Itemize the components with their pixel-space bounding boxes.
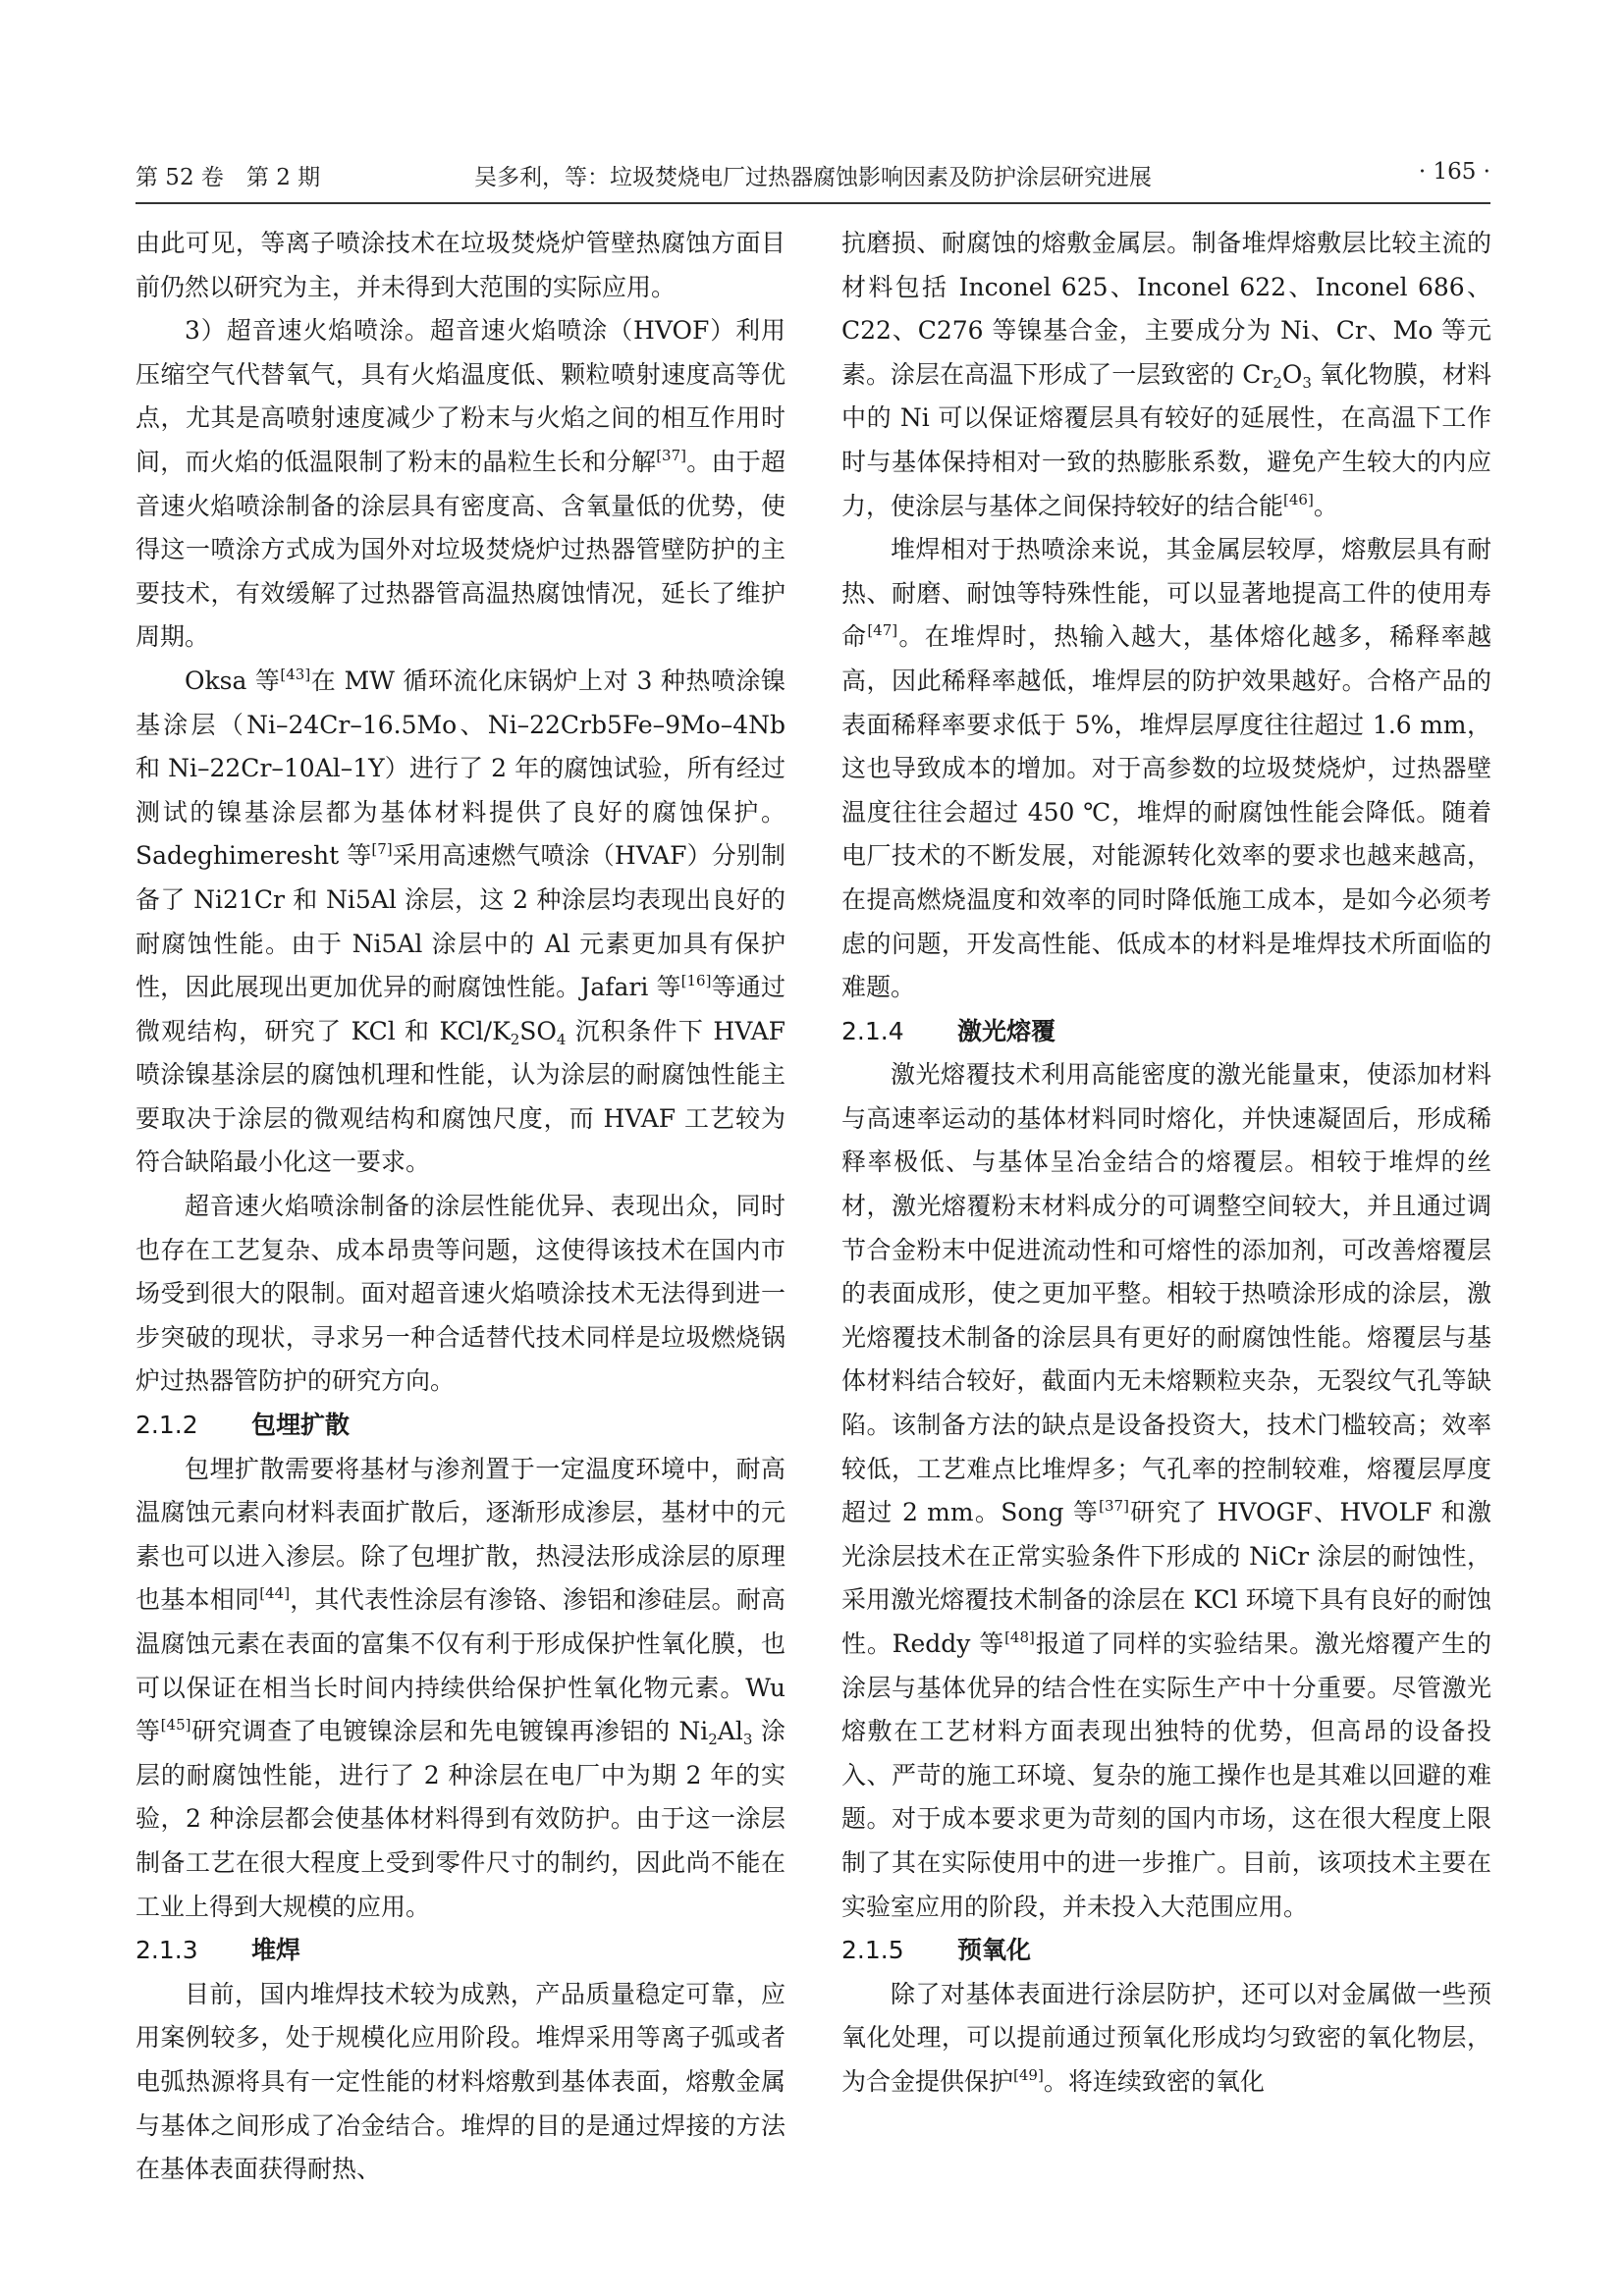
header-rule <box>135 202 1490 204</box>
running-header <box>135 153 1490 194</box>
citation: [47] <box>867 621 898 640</box>
citation: [43] <box>280 665 311 683</box>
citation: [37] <box>1099 1497 1129 1516</box>
paragraph: 堆焊相对于热喷涂来说，其金属层较厚，熔敷层具有耐热、耐磨、耐蚀等特殊性能，可以显著地提高工件的使用寿命[47]。在堆焊时，热输入越大，基体熔化越多，稀释率越高，因此稀释率越低，堆焊层的防护效果越好。合格产品的表面稀释率要求低于 5%，堆焊层厚度往往超过 1.6 mm，这也导致成本的增加。对于高参数的垃圾焚烧炉，过热器壁温度往往会超过 450 ℃，堆焊的耐腐蚀性能会降低。随着电厂技术的不断发展，对能源转化效率的要求也越来越高，在提高燃烧温度和效率的同时降低施工成本，是如今必须考虑的问题，开发高性能、低成本的材料是堆焊技术所面临的难题。 <box>841 535 1491 1002</box>
citation: [49] <box>1013 2065 1044 2084</box>
citation: [46] <box>1283 490 1314 508</box>
section-heading-2-1-5: 2.1.5 预氧化 <box>841 1936 1032 1965</box>
citation: [45] <box>160 1716 191 1735</box>
paragraph: 激光熔覆技术利用高能密度的激光能量束，使添加材料与高速率运动的基体材料同时熔化，并快速凝固后，形成稀释率极低、与基体呈冶金结合的熔覆层。相较于堆焊的丝材，激光熔覆粉末材料成分的可调整空间较大，并且通过调节合金粉末中促进流动性和可熔性的添加剂，可改善熔覆层的表面成形，使之更加平整。相较于热喷涂形成的涂层，激光熔覆技术制备的涂层具有更好的耐腐蚀性能。熔覆层与基体材料结合较好，截面内无未熔颗粒夹杂，无裂纹气孔等缺陷。该制备方法的缺点是设备投资大，技术门槛较高；效率较低，工艺难点比堆焊多；气孔率的控制较难，熔覆层厚度超过 2 mm。Song 等[37]研究了 HVOGF、HVOLF 和激光涂层技术在正常实验条件下形成的 NiCr 涂层的耐蚀性，采用激光熔覆技术制备的涂层在 KCl 环境下具有良好的耐蚀性。Reddy 等[48]报道了同样的实验结果。激光熔覆产生的涂层与基体优异的结合性在实际生产中十分重要。尽管激光熔敷在工艺材料方面表现出独特的优势，但高昂的设备投入、严苛的施工环境、复杂的施工操作也是其难以回避的难题。对于成本要求更为苛刻的国内市场，这在很大程度上限制了其在实际使用中的进一步推广。目前，该项技术主要在实验室应用的阶段，并未投入大范围应用。 <box>841 1060 1491 1921</box>
citation: [7] <box>371 840 393 859</box>
paragraph: Oksa 等[43]在 MW 循环流化床锅炉上对 3 种热喷涂镍基涂层（Ni–24Cr–16.5Mo、Ni–22Crb5Fe–9Mo–4Nb 和 Ni–22Cr–10Al–1Y）进行了 2 年的腐蚀试验，所有经过测试的镍基涂层都为基体材料提供了良好的腐蚀保护。Sadeghimeresht 等[7]采用高速燃气喷涂（HVAF）分别制备了 Ni21Cr 和 Ni5Al 涂层，这 2 种涂层均表现出良好的耐腐蚀性能。由于 Ni5Al 涂层中的 Al 元素更加具有保护性，因此展现出更加优异的耐腐蚀性能。Jafari 等[16]等通过微观结构，研究了 KCl 和 KCl/$K_2SO_4$ 沉积条件下 HVAF 喷涂镍基涂层的腐蚀机理和性能，认为涂层的耐腐蚀性能主要取决于涂层的微观结构和腐蚀尺度，而 HVAF 工艺较为符合缺陷最小化这一要求。 <box>135 665 786 1177</box>
left-column <box>135 222 785 2192</box>
paragraph: 由此可见，等离子喷涂技术在垃圾焚烧炉管壁热腐蚀方面目前仍然以研究为主，并未得到大范围的实际应用。 <box>135 229 785 301</box>
volume-issue: 第 52 卷 第 2 期 <box>135 165 321 190</box>
paragraph: 目前，国内堆焊技术较为成熟，产品质量稳定可靠，应用案例较多，处于规模化应用阶段。堆焊采用等离子弧或者电弧热源将具有一定性能的材料熔敷到基体表面，熔敷金属与基体之间形成了冶金结合。堆焊的目的是通过焊接的方法在基体表面获得耐热、 <box>135 1979 785 2184</box>
paragraph: 超音速火焰喷涂制备的涂层性能优异、表现出众，同时也存在工艺复杂、成本昂贵等问题，这使得该技术在国内市场受到很大的限制。面对超音速火焰喷涂技术无法得到进一步突破的现状，寻求另一种合适替代技术同样是垃圾燃烧锅炉过热器管防护的研究方向。 <box>135 1192 785 1396</box>
citation: [16] <box>680 972 712 990</box>
running-title: 吴多利，等：垃圾焚烧电厂过热器腐蚀影响因素及防护涂层研究进展 <box>474 165 1152 190</box>
paragraph: 除了对基体表面进行涂层防护，还可以对金属做一些预氧化处理，可以提前通过预氧化形成均匀致密的氧化物层，为合金提供保护[49]。将连续致密的氧化 <box>841 1979 1491 2096</box>
section-heading-2-1-3: 2.1.3 堆焊 <box>135 1936 301 1965</box>
citation: [44] <box>259 1584 291 1603</box>
section-heading-2-1-2: 2.1.2 包埋扩散 <box>135 1411 351 1440</box>
citation: [37] <box>656 446 686 464</box>
paragraph: 包埋扩散需要将基材与渗剂置于一定温度环境中，耐高温腐蚀元素向材料表面扩散后，逐渐形成渗层，基材中的元素也可以进入渗层。除了包埋扩散，热浸法形成涂层的原理也基本相同[44]，其代表性涂层有渗铬、渗铝和渗硅层。耐高温腐蚀元素在表面的富集不仅有利于形成保护性氧化膜，也可以保证在相当长时间内持续供给保护性氧化物元素。Wu 等[45]研究调查了电镀镍涂层和先电镀镍再渗铝的 $Ni_2Al_3$ 涂层的耐腐蚀性能，进行了 2 种涂层在电厂中为期 2 年的实验，2 种涂层都会使基体材料得到有效防护。由于这一涂层制备工艺在很大程度上受到零件尺寸的制约，因此尚不能在工业上得到大规模的应用。 <box>135 1454 785 1921</box>
paragraph: 3）超音速火焰喷涂。超音速火焰喷涂（HVOF）利用压缩空气代替氧气，具有火焰温度低、颗粒喷射速度高等优点，尤其是高喷射速度减少了粉末与火焰之间的相互作用时间，而火焰的低温限制了粉末的晶粒生长和分解[37]。由于超音速火焰喷涂制备的涂层具有密度高、含氧量低的优势，使得这一喷涂方式成为国外对垃圾焚烧炉过热器管壁防护的主要技术，有效缓解了过热器管高温热腐蚀情况，延长了维护周期。 <box>135 316 785 652</box>
page-number: · 165 · <box>1418 159 1490 185</box>
section-heading-2-1-4: 2.1.4 激光熔覆 <box>841 1016 1056 1045</box>
citation: [48] <box>1004 1629 1035 1646</box>
paragraph: 抗磨损、耐腐蚀的熔敷金属层。制备堆焊熔敷层比较主流的材料包括 Inconel 625、Inconel 622、Inconel 686、C22、C276 等镍基合金，主要成分为 Ni、Cr、Mo 等元素。涂层在高温下形成了一层致密的 $Cr_2O_3$ 氧化物膜，材料中的 Ni 可以保证熔覆层具有较好的延展性，在高温下工作时与基体保持相对一致的热膨胀系数，避免产生较大的内应力，使涂层与基体之间保持较好的结合能[46]。 <box>841 229 1491 520</box>
right-column <box>841 222 1491 2105</box>
